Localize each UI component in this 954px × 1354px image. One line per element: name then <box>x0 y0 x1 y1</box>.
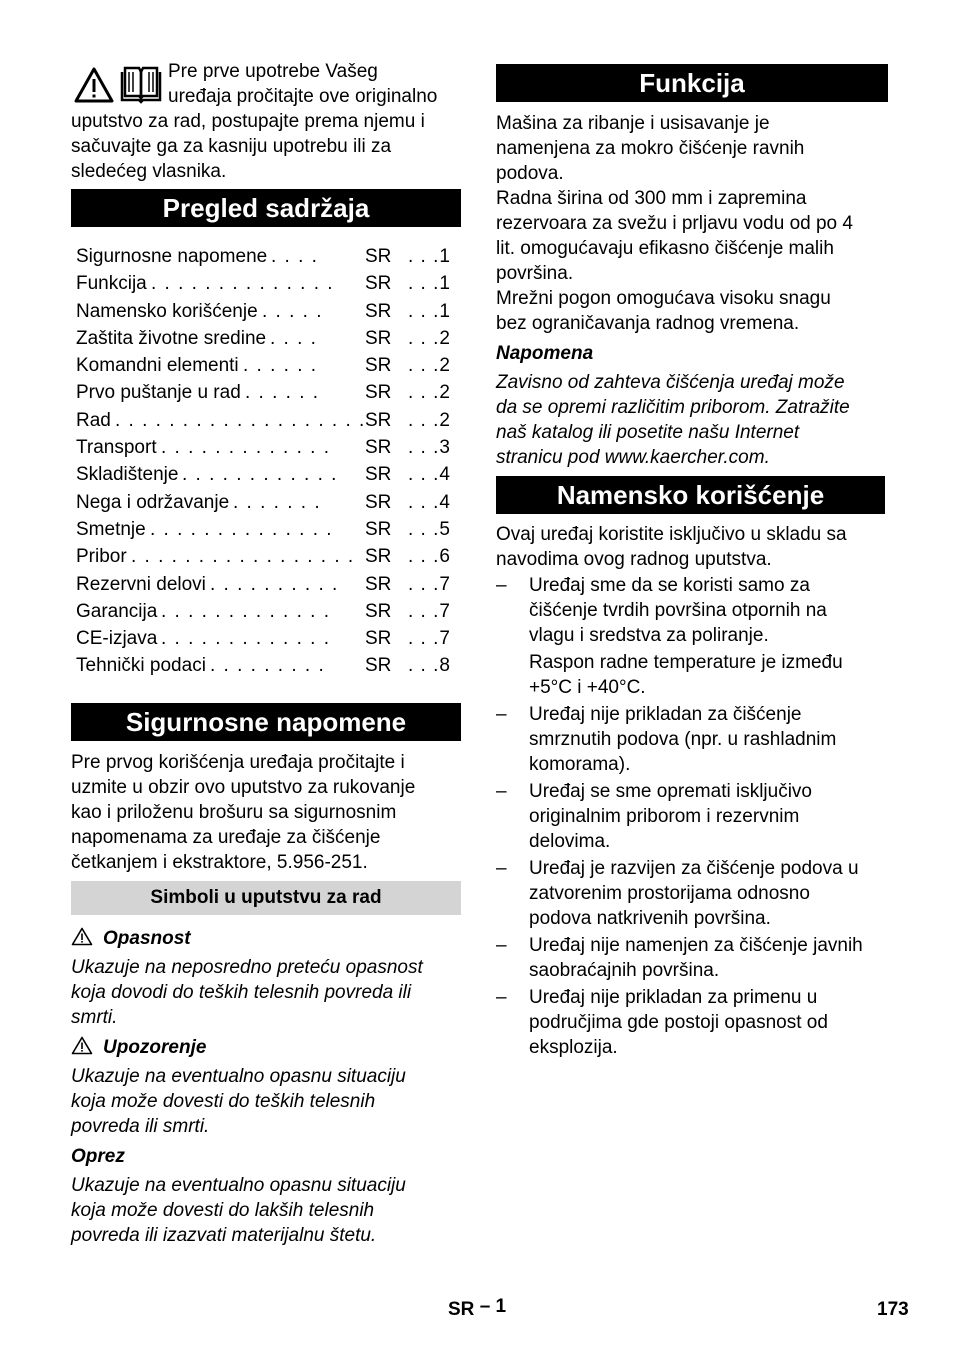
caution-line: povreda ili izazvati materijalnu štetu. <box>71 1225 377 1246</box>
toc-leader-dots: . . . . . . . . . . . . <box>182 464 338 486</box>
toc-row[interactable] <box>71 543 461 570</box>
toc-row[interactable] <box>71 407 461 434</box>
toc-page: . . .2 <box>408 355 451 377</box>
toc-lang: SR <box>365 327 392 349</box>
function-line: Mrežni pogon omogućava visoku snagu <box>496 288 831 309</box>
bullet-line: područjima gde postoji opasnost od <box>529 1012 828 1033</box>
toc-lang: SR <box>365 437 392 459</box>
bullet-dash: – <box>496 935 507 956</box>
toc-leader-dots: . . . . <box>270 327 318 349</box>
bullet-dash: – <box>496 575 507 596</box>
danger-text <box>71 955 461 1030</box>
bullet-line: komorama). <box>529 754 631 775</box>
intro-line-2: uređaja pročitajte ove originalno <box>168 86 438 107</box>
toc-row[interactable] <box>71 434 461 461</box>
caution-title: Oprez <box>71 1146 125 1167</box>
bullet-dash: – <box>496 704 507 725</box>
toc-label: Komandni elementi <box>76 355 239 377</box>
function-line: bez ograničavanja radnog vremena. <box>496 313 800 334</box>
bullet-line: originalnim priborom i rezervnim <box>529 806 800 827</box>
toc-leader-dots: . . . . . <box>262 300 324 322</box>
bullet-line: podova natkrivenih površina. <box>529 908 771 929</box>
toc-lang: SR <box>365 355 392 377</box>
toc-page: . . .7 <box>408 573 451 595</box>
toc-label: Namensko korišćenje <box>76 300 258 322</box>
toc-row[interactable] <box>71 243 461 270</box>
bullet-dash: – <box>496 858 507 879</box>
note-line: Zavisno od zahteva čišćenja uređaj može <box>496 372 845 393</box>
toc-page: . . .2 <box>408 409 451 431</box>
bullet-item <box>496 985 888 1060</box>
bullet-item <box>496 933 888 983</box>
toc-label: Funkcija <box>76 273 147 295</box>
toc-page: . . .1 <box>408 273 451 295</box>
warning-triangle-icon <box>71 927 93 946</box>
toc-label: Rad <box>76 409 111 431</box>
bullet-dash: – <box>496 987 507 1008</box>
footer-section-page: – 1 <box>479 1296 507 1317</box>
toc-page: . . .4 <box>408 464 451 486</box>
function-line: površina. <box>496 263 574 284</box>
toc-row[interactable] <box>71 298 461 325</box>
toc-row[interactable] <box>71 270 461 297</box>
note-title: Napomena <box>496 343 594 364</box>
danger-line: smrti. <box>71 1007 118 1028</box>
toc-leader-dots: . . . . . . . . . . . . . . . . . <box>131 546 355 568</box>
toc-row[interactable] <box>71 625 461 652</box>
danger-title-row <box>71 926 191 951</box>
toc-label: Nega i održavanje <box>76 491 230 513</box>
bullet-item <box>496 779 888 854</box>
safety-line: Pre prvog korišćenja uređaja pročitajte i <box>71 752 405 773</box>
function-line: lit. omogućavaju efikasno čišćenje malih <box>496 238 834 259</box>
footer-section <box>448 1297 506 1322</box>
function-heading: Funkcija <box>496 64 888 102</box>
warning-line: koja može dovesti do teških telesnih <box>71 1091 376 1112</box>
toc-list <box>71 243 461 680</box>
toc-row[interactable] <box>71 352 461 379</box>
note-line: da se opremi različitim priborom. Zatražite <box>496 397 850 418</box>
toc-page: . . .6 <box>408 546 451 568</box>
bullet-line: Uređaj se sme opremati isključivo <box>529 781 812 802</box>
intended-use-line: Ovaj uređaj koristite isključivo u skladu sa <box>496 524 847 545</box>
warning-text <box>71 1064 461 1139</box>
toc-leader-dots: . . . . . . <box>243 355 318 377</box>
intro-line-5: sledećeg vlasnika. <box>71 161 227 182</box>
toc-lang: SR <box>365 246 392 267</box>
function-line: Mašina za ribanje i usisavanje je <box>496 113 770 134</box>
toc-leader-dots: . . . . . . <box>245 382 320 404</box>
danger-line: koja dovodi do teških telesnih povreda ili <box>71 982 412 1003</box>
bullet-line: Uređaj sme da se koristi samo za <box>529 575 810 596</box>
toc-lang: SR <box>365 546 392 568</box>
function-text <box>496 111 888 336</box>
note-line: naš katalog ili posetite našu Internet <box>496 422 800 443</box>
toc-leader-dots: . . . . <box>271 246 319 267</box>
warning-title: Upozorenje <box>103 1037 207 1058</box>
toc-label: Skladištenje <box>76 464 179 486</box>
toc-label: Zaštita životne sredine <box>76 327 267 349</box>
toc-leader-dots: . . . . . . . . . . . . . <box>161 628 331 650</box>
safety-heading: Sigurnosne napomene <box>71 703 461 741</box>
toc-lang: SR <box>365 628 392 650</box>
toc-page: . . .1 <box>408 246 451 267</box>
toc-lang: SR <box>365 573 392 595</box>
toc-label: Pribor <box>76 546 127 568</box>
toc-lang: SR <box>365 382 392 404</box>
toc-row[interactable] <box>71 652 461 679</box>
toc-page: . . .2 <box>408 327 451 349</box>
toc-lang: SR <box>365 600 392 622</box>
footer-page-number: 173 <box>877 1299 909 1320</box>
caution-text <box>71 1173 461 1248</box>
function-line: namenjena za mokro čišćenje ravnih <box>496 138 805 159</box>
symbols-heading: Simboli u uputstvu za rad <box>71 881 461 915</box>
bullet-line: vlagu i sredstva za poliranje. <box>529 625 769 646</box>
toc-page: . . .5 <box>408 518 451 540</box>
toc-lang: SR <box>365 464 392 486</box>
toc-leader-dots: . . . . . . . . . . <box>210 573 339 595</box>
toc-leader-dots: . . . . . . . . . . . . . <box>161 437 331 459</box>
toc-row[interactable] <box>71 489 461 516</box>
toc-lang: SR <box>365 491 392 513</box>
toc-leader-dots: . . . . . . . . . . . . . . <box>150 518 334 540</box>
bullet-line: Uređaj nije namenjen za čišćenje javnih <box>529 935 863 956</box>
toc-row[interactable] <box>71 379 461 406</box>
intro-line-4: sačuvajte ga za kasniju upotrebu ili za <box>71 136 392 157</box>
toc-lang: SR <box>365 409 392 431</box>
bullet-line: zatvorenim prostorijama odnosno <box>529 883 810 904</box>
toc-row[interactable] <box>71 571 461 598</box>
function-line: Radna širina od 300 mm i zapremina <box>496 188 807 209</box>
caution-line: Ukazuje na eventualno opasnu situaciju <box>71 1175 406 1196</box>
toc-leader-dots: . . . . . . . <box>233 491 322 513</box>
intro-line-3: uputstvo za rad, postupajte prema njemu i <box>71 111 425 132</box>
toc-page: . . .4 <box>408 491 451 513</box>
toc-lang: SR <box>365 300 392 322</box>
toc-page: . . .7 <box>408 628 451 650</box>
safety-line: kao i priloženu brošuru sa sigurnosnim <box>71 802 397 823</box>
toc-leader-dots: . . . . . . . . . . . . . . . . . . . <box>115 409 366 431</box>
warning-line: povreda ili smrti. <box>71 1116 210 1137</box>
toc-label: Transport <box>76 437 157 459</box>
toc-row[interactable] <box>71 461 461 488</box>
toc-heading: Pregled sadržaja <box>71 189 461 227</box>
bullet-line: eksplozija. <box>529 1037 618 1058</box>
bullet-line: smrznutih podova (npr. u rashladnim <box>529 729 837 750</box>
toc-label: Sigurnosne napomene <box>76 246 268 267</box>
intended-use-heading: Namensko korišćenje <box>496 476 885 514</box>
toc-page: . . .1 <box>408 300 451 322</box>
bullet-line: Uređaj nije prikladan za primenu u <box>529 987 818 1008</box>
intended-use-intro <box>496 522 888 572</box>
toc-row[interactable] <box>71 598 461 625</box>
toc-lang: SR <box>365 655 392 677</box>
warning-title-row <box>71 1035 206 1060</box>
intro-line-1: Pre prve upotrebe Vašeg <box>168 61 378 82</box>
bullet-line: saobraćajnih površina. <box>529 960 720 981</box>
bullet-extra-line: Raspon radne temperature je između <box>529 652 843 673</box>
toc-label: Rezervni delovi <box>76 573 206 595</box>
function-line: podova. <box>496 163 564 184</box>
toc-row[interactable] <box>71 516 461 543</box>
bullet-item <box>496 573 888 700</box>
warning-triangle-icon <box>71 1036 93 1055</box>
warning-line: Ukazuje na eventualno opasnu situaciju <box>71 1066 406 1087</box>
bullet-line: Uređaj je razvijen za čišćenje podova u <box>529 858 859 879</box>
bullet-item <box>496 702 888 777</box>
danger-line: Ukazuje na neposredno preteću opasnost <box>71 957 423 978</box>
safety-intro <box>71 750 461 875</box>
toc-label: Smetnje <box>76 518 146 540</box>
bullet-extra <box>529 650 888 700</box>
open-book-icon <box>118 66 164 104</box>
footer-lang: SR <box>448 1299 475 1320</box>
toc-label: Tehnički podaci <box>76 655 206 677</box>
toc-leader-dots: . . . . . . . . . . . . . . <box>151 273 335 295</box>
bullet-line: čišćenje tvrdih površina otpornih na <box>529 600 827 621</box>
safety-line: uzmite u obzir ovo uputstvo za rukovanje <box>71 777 416 798</box>
toc-label: CE-izjava <box>76 628 158 650</box>
toc-page: . . .2 <box>408 382 451 404</box>
toc-lang: SR <box>365 518 392 540</box>
safety-line: napomenama za uređaje za čišćenje <box>71 827 381 848</box>
bullet-line: delovima. <box>529 831 611 852</box>
toc-label: Prvo puštanje u rad <box>76 382 241 404</box>
danger-title: Opasnost <box>103 928 191 949</box>
caution-line: koja može dovesti do lakših telesnih <box>71 1200 375 1221</box>
intro-icons <box>74 66 164 104</box>
intended-use-line: navodima ovog radnog uputstva. <box>496 549 772 570</box>
safety-line: četkanjem i ekstraktore, 5.956-251. <box>71 852 368 873</box>
function-line: rezervoara za svežu i prljavu vodu od po 4 <box>496 213 853 234</box>
toc-page: . . .8 <box>408 655 451 677</box>
bullet-dash: – <box>496 781 507 802</box>
bullet-line: Uređaj nije prikladan za čišćenje <box>529 704 802 725</box>
toc-label: Garancija <box>76 600 158 622</box>
bullet-item <box>496 856 888 931</box>
toc-row[interactable] <box>71 325 461 352</box>
intended-use-list <box>496 573 888 1062</box>
toc-page: . . .3 <box>408 437 451 459</box>
bullet-extra-line: +5°C i +40°C. <box>529 677 646 698</box>
toc-leader-dots: . . . . . . . . . . . . . <box>161 600 331 622</box>
note-line: stranicu pod www.kaercher.com. <box>496 447 770 468</box>
note-text <box>496 370 888 470</box>
toc-leader-dots: . . . . . . . . . <box>210 655 326 677</box>
toc-lang: SR <box>365 273 392 295</box>
toc-page: . . .7 <box>408 600 451 622</box>
